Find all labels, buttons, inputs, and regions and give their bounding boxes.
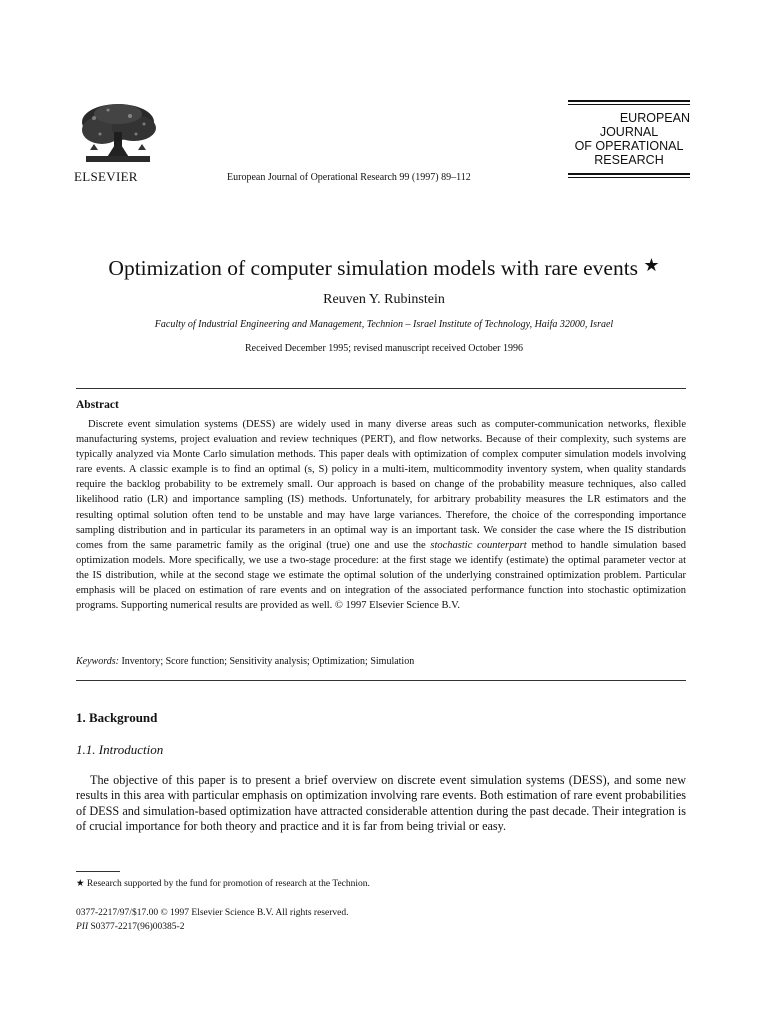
abstract-text-part: method to handle simulation based optimization models. More specifically, we use a two-stage procedure: at the first stage we identify (estimate) the optimal parameter vector at the IS distribution, while at the second stage we estimate the optimal solution of the underlying constrained optimization problem. Particular emphasis will be placed on estimation of rare events and on integration of the associated performance function into stochastic optimization programs. Supporting numerical results are provided as well. © 1997 Elsevier Science B.V.	[76, 539, 687, 612]
author-name: Reuven Y. Rubinstein	[323, 292, 445, 307]
abstract-text	[76, 417, 686, 613]
footnote: ★ Research supported by the fund for promotion of research at the Technion.	[76, 879, 370, 889]
journal-name-line: OF OPERATIONAL	[574, 139, 684, 153]
title-text: Optimization of computer simulation models with rare events	[108, 256, 639, 280]
pii-label: PII	[76, 922, 89, 932]
author-affiliation: Faculty of Industrial Engineering and Management, Technion – Israel Institute of Technology, Haifa 32000, Israel	[154, 319, 614, 330]
pii-line	[76, 922, 184, 932]
journal-citation: European Journal of Operational Research 99 (1997) 89–112	[227, 172, 471, 183]
subsection-heading: 1.1. Introduction	[76, 742, 164, 757]
paper-title	[0, 255, 768, 281]
abstract-italic-term: stochastic counterpart	[430, 539, 527, 551]
keywords-list: Inventory; Score function; Sensitivity analysis; Optimization; Simulation	[118, 656, 415, 667]
abstract-heading: Abstract	[76, 399, 119, 411]
abstract-bottom-rule	[76, 680, 686, 681]
pii-value: S0377-2217(96)00385-2	[88, 922, 185, 932]
journal-nameplate	[568, 100, 690, 178]
nameplate-bottom-rule	[568, 173, 690, 178]
section-heading: 1. Background	[76, 710, 158, 725]
publisher-name: ELSEVIER	[74, 169, 138, 184]
footnote-rule	[76, 871, 120, 872]
journal-name	[568, 105, 690, 173]
abstract-text-part: Discrete event simulation systems (DESS) are widely used in many diverse areas such as computer-communication networks, flexible manufacturing systems, project evaluation and review techniques (PERT), and flow networks. Because of their complexity, such systems are typically analyzed via Monte Carlo simulation methods. This paper deals with optimization of complex computer simulation models involving rare events. A classic example is to find an optimal (s, S) policy in a multi-item, multicommodity inventory system, when quality standards require the backlog probability to be extremely small. Our approach is based on change of the probability measure techniques, also called likelihood ratio (LR) and importance sampling (IS) methods. Unfortunately, for arbitrary probability measures the LR estimators and the resulting optimal solution often tend to be unstable and may have large variances. Therefore, the choice of the corresponding importance sampling distribution and in particular its parameters in an optimal way is an important task. We consider the case where the IS distribution comes from the same parametric family as the original (true) one and use the	[76, 419, 686, 551]
journal-name-line: RESEARCH	[594, 153, 664, 167]
copyright-line: 0377-2217/97/$17.00 © 1997 Elsevier Science B.V. All rights reserved.	[76, 908, 349, 918]
received-dates: Received December 1995; revised manuscript received October 1996	[245, 343, 523, 354]
keywords	[76, 656, 686, 667]
journal-name-line: JOURNAL	[599, 125, 659, 139]
title-footnote-star-icon: ★	[643, 255, 660, 275]
intro-paragraph: The objective of this paper is to present a brief overview on discrete event simulation systems (DESS), and some new results in this area with particular emphasis on optimization involving rare events. Both estimation of rare event probabilities of DESS and simulation-based optimization have attracted considerable attention during the past decade. Their integration is of crucial importance for both theory and practice and it is far from being trivial or easy.	[76, 773, 686, 834]
journal-name-line: EUROPEAN	[619, 111, 690, 125]
abstract-top-rule	[76, 388, 686, 389]
keywords-label: Keywords:	[76, 656, 119, 667]
